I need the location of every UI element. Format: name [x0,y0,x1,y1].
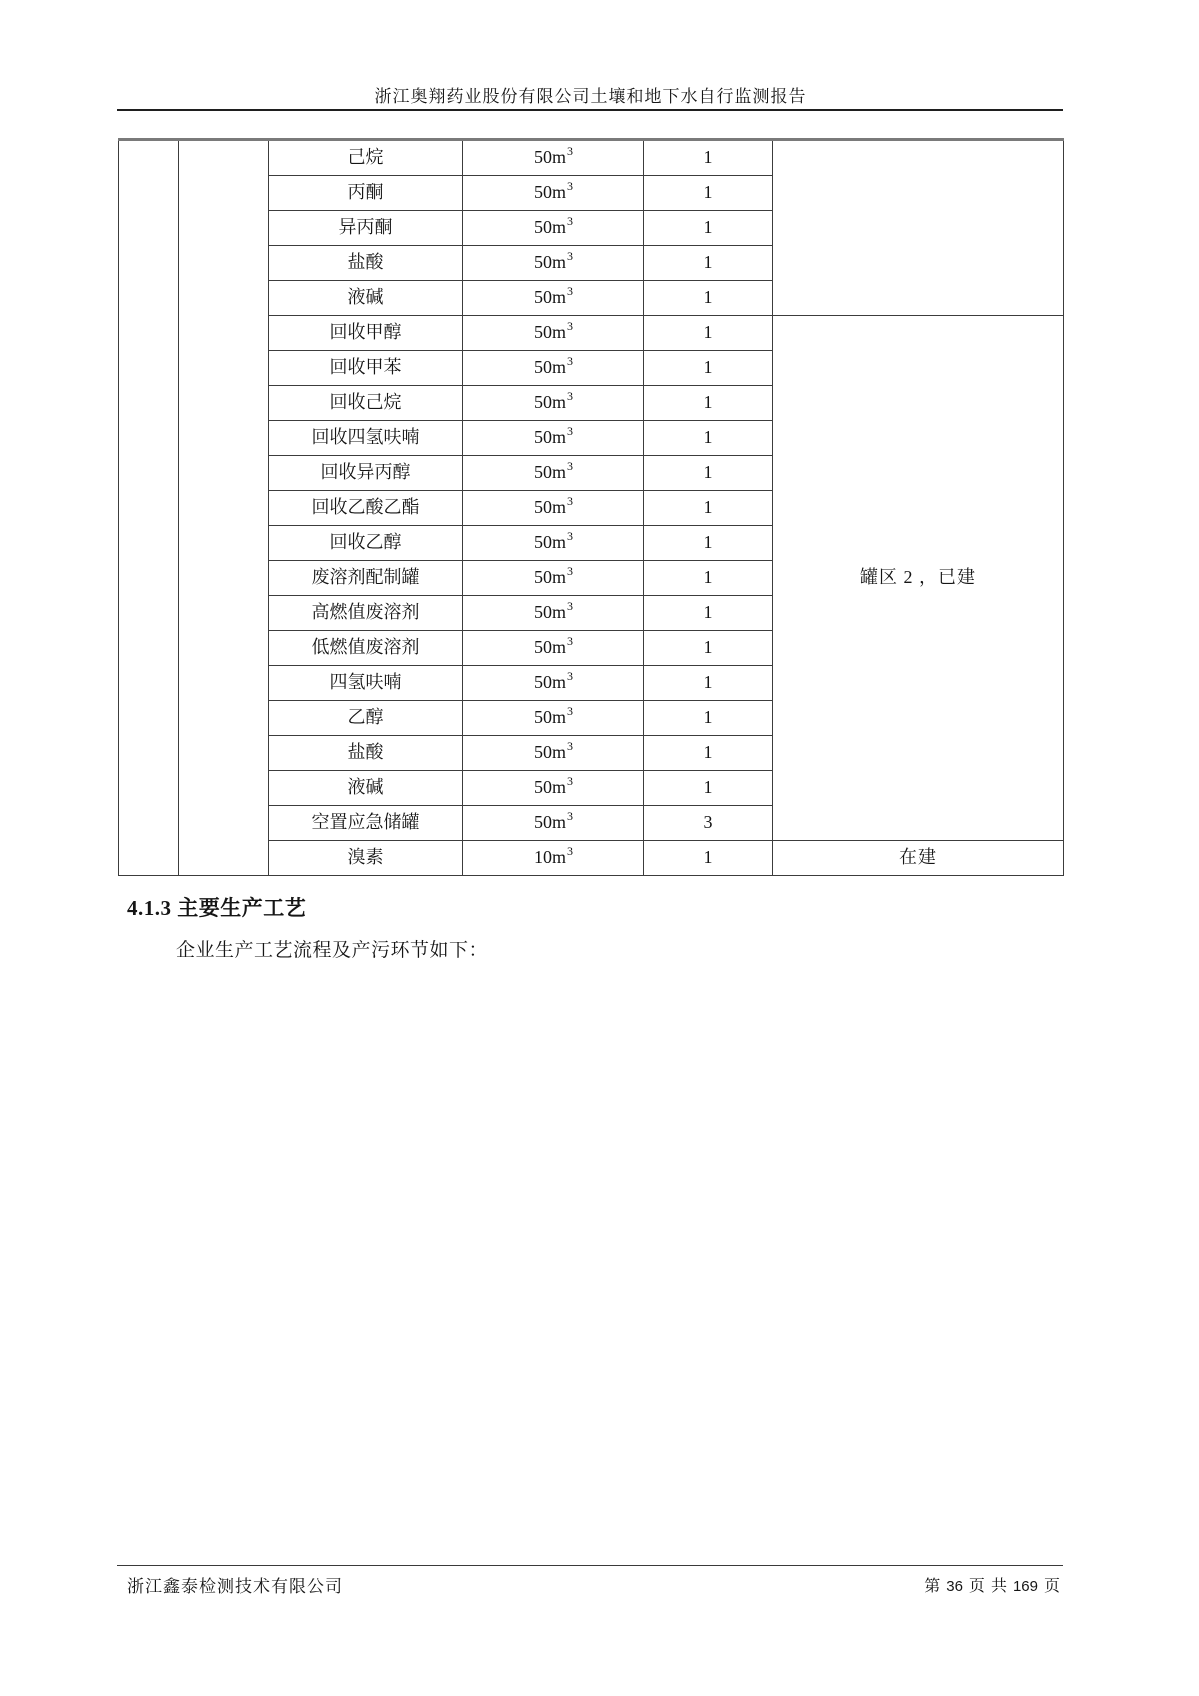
cell-tank-volume [463,841,644,876]
cell-tank-volume [463,701,644,736]
cell-tank-count: 1 [644,246,773,281]
footer-company: 浙江鑫泰检测技术有限公司 [127,1577,343,1596]
cell-tank-volume [463,736,644,771]
cell-tank-name: 丙酮 [269,176,463,211]
cell-tank-name: 四氢呋喃 [269,666,463,701]
cell-remark [773,140,1064,316]
header-divider [117,109,1063,111]
volume-exponent: 3 [567,389,573,404]
volume-exponent: 3 [567,459,573,474]
cell-tank-name: 回收己烷 [269,386,463,421]
cell-tank-count: 1 [644,701,773,736]
left-spacer-col-1 [119,140,179,876]
cell-tank-count: 1 [644,281,773,316]
storage-table-body [119,140,1064,876]
cell-tank-count: 1 [644,386,773,421]
page-header-title: 浙江奥翔药业股份有限公司土壤和地下水自行监测报告 [374,87,807,106]
cell-tank-volume [463,176,644,211]
cell-tank-count: 1 [644,596,773,631]
cell-tank-name: 异丙酮 [269,211,463,246]
volume-base: 10m [533,847,566,868]
cell-tank-volume [463,596,644,631]
cell-tank-name: 回收甲苯 [269,351,463,386]
cell-tank-volume [463,246,644,281]
volume-base: 50m [533,497,566,518]
cell-tank-count: 1 [644,631,773,666]
footer-page-prefix: 第 [924,1578,941,1595]
cell-tank-volume [463,526,644,561]
volume-base: 50m [533,392,566,413]
cell-tank-name: 液碱 [269,281,463,316]
cell-tank-volume [463,421,644,456]
cell-tank-count: 1 [644,176,773,211]
volume-exponent: 3 [567,809,573,824]
cell-tank-volume [463,211,644,246]
volume-exponent: 3 [567,249,573,264]
footer-page-mid-1: 页 [968,1578,985,1595]
volume-exponent: 3 [567,739,573,754]
volume-base: 50m [533,357,566,378]
footer-page-suffix: 页 [1043,1578,1060,1595]
volume-base: 50m [533,777,566,798]
cell-tank-name: 盐酸 [269,736,463,771]
cell-tank-volume [463,281,644,316]
volume-exponent: 3 [567,529,573,544]
left-spacer-col-2 [179,140,269,876]
cell-tank-volume [463,386,644,421]
volume-exponent: 3 [567,564,573,579]
cell-tank-name: 废溶剂配制罐 [269,561,463,596]
volume-exponent: 3 [567,424,573,439]
storage-tank-table [118,138,1064,876]
volume-exponent: 3 [567,144,573,159]
cell-tank-count: 1 [644,736,773,771]
cell-tank-name: 空置应急储罐 [269,806,463,841]
volume-base: 50m [533,462,566,483]
cell-tank-count: 1 [644,211,773,246]
table-row [119,140,1064,176]
volume-exponent: 3 [567,704,573,719]
cell-tank-name: 高燃值废溶剂 [269,596,463,631]
cell-remark: 在建 [773,841,1064,876]
cell-tank-volume [463,771,644,806]
volume-base: 50m [533,182,566,203]
volume-base: 50m [533,147,566,168]
volume-base: 50m [533,672,566,693]
volume-exponent: 3 [567,214,573,229]
cell-tank-volume [463,666,644,701]
footer-divider [117,1565,1063,1566]
cell-tank-name: 低燃值废溶剂 [269,631,463,666]
cell-tank-volume [463,491,644,526]
volume-base: 50m [533,602,566,623]
cell-tank-volume [463,631,644,666]
cell-tank-count: 1 [644,140,773,176]
footer-page-total: 169 [1012,1578,1038,1595]
cell-tank-name: 回收异丙醇 [269,456,463,491]
volume-base: 50m [533,322,566,343]
footer-page-current: 36 [946,1578,963,1595]
cell-tank-name: 液碱 [269,771,463,806]
volume-exponent: 3 [567,354,573,369]
volume-base: 50m [533,427,566,448]
cell-tank-volume [463,456,644,491]
cell-tank-volume [463,806,644,841]
volume-base: 50m [533,742,566,763]
volume-base: 50m [533,637,566,658]
volume-base: 50m [533,252,566,273]
volume-exponent: 3 [567,599,573,614]
cell-tank-count: 1 [644,666,773,701]
cell-tank-name: 回收四氢呋喃 [269,421,463,456]
volume-exponent: 3 [567,774,573,789]
cell-tank-name: 回收乙醇 [269,526,463,561]
cell-tank-count: 1 [644,526,773,561]
volume-base: 50m [533,567,566,588]
volume-base: 50m [533,707,566,728]
volume-base: 50m [533,287,566,308]
volume-exponent: 3 [567,319,573,334]
cell-tank-name: 回收乙酸乙酯 [269,491,463,526]
footer-page-mid-2: 共 [990,1578,1007,1595]
volume-exponent: 3 [567,284,573,299]
cell-tank-count: 1 [644,561,773,596]
cell-tank-name: 回收甲醇 [269,316,463,351]
volume-exponent: 3 [567,844,573,859]
cell-tank-name: 盐酸 [269,246,463,281]
volume-exponent: 3 [567,634,573,649]
volume-exponent: 3 [567,179,573,194]
cell-tank-count: 1 [644,771,773,806]
cell-tank-name: 溴素 [269,841,463,876]
section-paragraph: 企业生产工艺流程及产污环节如下： [176,940,489,961]
section-heading: 4.1.3 主要生产工艺 [127,896,307,920]
cell-tank-count: 1 [644,316,773,351]
cell-tank-volume [463,561,644,596]
cell-tank-name: 乙醇 [269,701,463,736]
cell-tank-count: 3 [644,806,773,841]
footer-page-number [921,1573,1063,1596]
cell-tank-volume [463,351,644,386]
cell-tank-count: 1 [644,491,773,526]
volume-exponent: 3 [567,669,573,684]
cell-tank-count: 1 [644,351,773,386]
cell-remark: 罐区 2 ，已建 [773,316,1064,841]
volume-base: 50m [533,217,566,238]
cell-tank-count: 1 [644,421,773,456]
cell-tank-volume [463,316,644,351]
volume-base: 50m [533,812,566,833]
volume-base: 50m [533,532,566,553]
volume-exponent: 3 [567,494,573,509]
cell-tank-volume [463,140,644,176]
cell-tank-name: 己烷 [269,140,463,176]
cell-tank-count: 1 [644,456,773,491]
cell-tank-count: 1 [644,841,773,876]
